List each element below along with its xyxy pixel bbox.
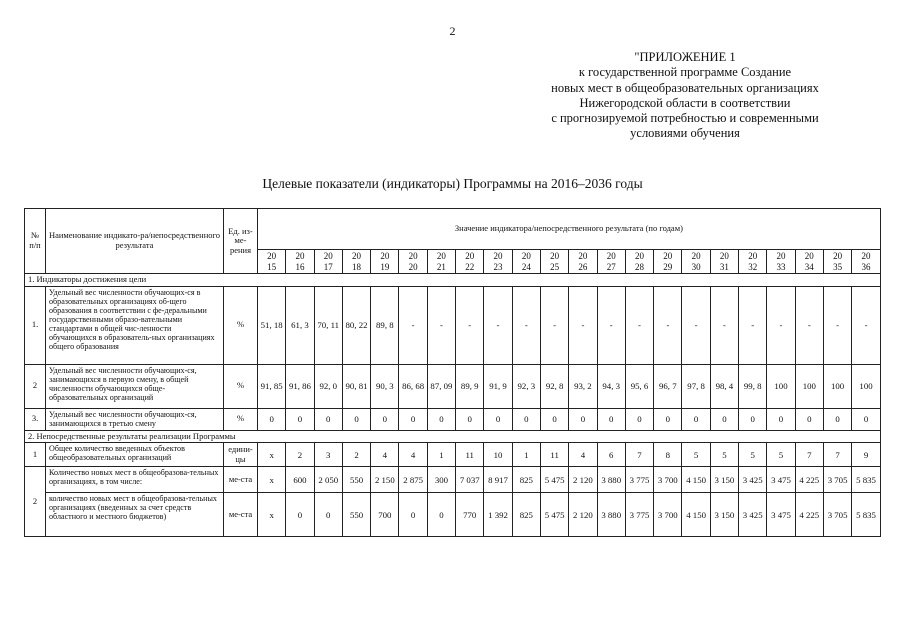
year-suffix: 24 (521, 261, 531, 272)
indicator-value: - (795, 286, 823, 364)
indicator-value: 91, 86 (286, 364, 314, 408)
indicator-unit: % (224, 408, 258, 430)
indicator-value: 3 775 (625, 493, 653, 537)
indicator-value: 4 150 (682, 493, 710, 537)
indicator-value: 0 (654, 408, 682, 430)
year-suffix: 36 (861, 261, 871, 272)
indicator-value: 0 (427, 493, 455, 537)
year-header (286, 250, 314, 274)
indicator-value: 11 (540, 443, 568, 467)
indicator-value: 0 (739, 408, 767, 430)
indicator-value: 51, 18 (258, 286, 286, 364)
indicator-value: 5 (710, 443, 738, 467)
indicator-unit: едини-цы (224, 443, 258, 467)
indicator-value: - (823, 286, 851, 364)
header-values: Значение индикатора/непосредственного результата (по годам) (258, 209, 881, 250)
year-prefix: 20 (578, 251, 588, 261)
year-prefix: 20 (267, 251, 277, 261)
indicator-value: 4 (569, 443, 597, 467)
indicator-value: 4 150 (682, 467, 710, 493)
year-prefix: 20 (436, 251, 446, 261)
indicator-value: - (456, 286, 484, 364)
indicator-value: 89, 9 (456, 364, 484, 408)
indicator-name: Количество новых мест в общеобразова-тельных организациях, в том числе: (46, 467, 224, 493)
indicator-value: 550 (342, 467, 370, 493)
indicator-value: 96, 7 (654, 364, 682, 408)
table-row (25, 467, 881, 493)
year-suffix: 18 (352, 261, 362, 272)
year-header (682, 250, 710, 274)
year-prefix: 20 (719, 251, 729, 261)
appendix-line: новых мест в общеобразовательных организациях (551, 80, 819, 95)
table-row (25, 443, 881, 467)
indicator-value: 0 (286, 408, 314, 430)
indicator-value: 1 392 (484, 493, 512, 537)
year-suffix: 27 (606, 261, 616, 272)
indicator-value: 0 (682, 408, 710, 430)
indicator-value: 0 (286, 493, 314, 537)
indicator-value: 5 475 (540, 467, 568, 493)
year-header (540, 250, 568, 274)
indicator-value: 95, 6 (625, 364, 653, 408)
indicator-value: 91, 85 (258, 364, 286, 408)
year-prefix: 20 (323, 251, 333, 261)
indicator-value: х (258, 467, 286, 493)
indicator-unit: % (224, 364, 258, 408)
indicator-value: 5 835 (852, 467, 881, 493)
indicator-value: 2 875 (399, 467, 427, 493)
indicator-value: 700 (371, 493, 399, 537)
year-header (569, 250, 597, 274)
indicator-value: 3 475 (767, 467, 795, 493)
indicator-value: - (852, 286, 881, 364)
table-row (25, 364, 881, 408)
row-number: 3. (25, 408, 46, 430)
year-header (710, 250, 738, 274)
indicator-value: - (484, 286, 512, 364)
indicator-value: 89, 8 (371, 286, 399, 364)
year-suffix: 17 (323, 261, 333, 272)
indicator-value: 7 037 (456, 467, 484, 493)
year-suffix: 32 (748, 261, 758, 272)
indicator-value: - (597, 286, 625, 364)
year-header (427, 250, 455, 274)
indicator-value: 3 (314, 443, 342, 467)
indicator-value: 3 425 (739, 493, 767, 537)
indicator-value: 0 (314, 493, 342, 537)
indicator-value: 4 225 (795, 493, 823, 537)
indicator-value: 94, 3 (597, 364, 625, 408)
appendix-line: с прогнозируемой потребностью и современными (551, 111, 819, 126)
year-suffix: 20 (408, 261, 418, 272)
year-prefix: 20 (861, 251, 871, 261)
indicator-value: - (569, 286, 597, 364)
indicator-value: 7 (625, 443, 653, 467)
indicator-value: 825 (512, 493, 540, 537)
indicator-value: 3 475 (767, 493, 795, 537)
year-header (823, 250, 851, 274)
indicator-value: - (654, 286, 682, 364)
indicator-value: 100 (852, 364, 881, 408)
indicator-value: 92, 3 (512, 364, 540, 408)
year-header (795, 250, 823, 274)
header-number: № п/п (25, 209, 46, 274)
indicator-value: 3 880 (597, 467, 625, 493)
page-number: 2 (449, 24, 456, 38)
indicator-value: 0 (512, 408, 540, 430)
year-header (484, 250, 512, 274)
indicator-value: 0 (258, 408, 286, 430)
year-prefix: 20 (776, 251, 786, 261)
year-prefix: 20 (663, 251, 673, 261)
indicator-value: 0 (540, 408, 568, 430)
indicator-value: 61, 3 (286, 286, 314, 364)
indicator-unit: ме-ста (224, 493, 258, 537)
indicator-value: - (767, 286, 795, 364)
year-suffix: 21 (436, 261, 446, 272)
indicator-value: х (258, 443, 286, 467)
year-prefix: 20 (380, 251, 390, 261)
indicator-value: 3 150 (710, 467, 738, 493)
indicator-value: - (682, 286, 710, 364)
year-header (258, 250, 286, 274)
year-prefix: 20 (465, 251, 475, 261)
indicator-value: - (427, 286, 455, 364)
indicator-unit: % (224, 286, 258, 364)
section-title: 1. Индикаторы достижения цели (25, 274, 881, 287)
table-row (25, 493, 881, 537)
year-suffix: 19 (380, 261, 390, 272)
indicator-value: 8 (654, 443, 682, 467)
indicator-value: 92, 0 (314, 364, 342, 408)
indicator-value: 2 120 (569, 467, 597, 493)
indicator-value: 2 (286, 443, 314, 467)
indicator-value: 600 (286, 467, 314, 493)
indicator-value: 8 917 (484, 467, 512, 493)
indicator-value: 0 (823, 408, 851, 430)
row-number: 1 (25, 443, 46, 467)
indicator-unit: ме-ста (224, 467, 258, 493)
header-indicator-name: Наименование индикато-ра/непосредственного результата (46, 209, 224, 274)
section-row (25, 274, 881, 287)
indicator-value: 3 700 (654, 467, 682, 493)
indicator-value: 70, 11 (314, 286, 342, 364)
section-row (25, 430, 881, 443)
year-header (371, 250, 399, 274)
year-suffix: 28 (635, 261, 644, 272)
indicator-value: 4 225 (795, 467, 823, 493)
header-unit: Ед. из-ме-рения (224, 209, 258, 274)
row-number: 2 (25, 364, 46, 408)
year-prefix: 20 (521, 251, 531, 261)
indicator-value: 0 (342, 408, 370, 430)
year-prefix: 20 (550, 251, 560, 261)
year-header (597, 250, 625, 274)
indicator-value: 3 880 (597, 493, 625, 537)
document-title: Целевые показатели (индикаторы) Программы на 2016–2036 годы (262, 176, 643, 191)
indicator-value: - (399, 286, 427, 364)
indicator-value: 6 (597, 443, 625, 467)
indicator-value: 93, 2 (569, 364, 597, 408)
indicator-value: 92, 8 (540, 364, 568, 408)
indicator-value: 2 120 (569, 493, 597, 537)
indicator-value: - (710, 286, 738, 364)
year-prefix: 20 (748, 251, 758, 261)
indicator-value: 0 (399, 408, 427, 430)
indicator-value: 2 150 (371, 467, 399, 493)
indicator-value: 3 705 (823, 493, 851, 537)
year-prefix: 20 (408, 251, 418, 261)
year-suffix: 22 (465, 261, 475, 272)
indicator-value: 3 150 (710, 493, 738, 537)
indicator-value: 90, 3 (371, 364, 399, 408)
indicator-value: 0 (795, 408, 823, 430)
year-header (342, 250, 370, 274)
indicator-value: 2 050 (314, 467, 342, 493)
indicator-value: 97, 8 (682, 364, 710, 408)
row-number: 1. (25, 286, 46, 364)
indicator-name: количество новых мест в общеобразова-тельных организациях (введенных за счет средств областного и местного бюджетов) (46, 493, 224, 537)
indicator-value: 80, 22 (342, 286, 370, 364)
indicator-value: 7 (795, 443, 823, 467)
year-header (852, 250, 881, 274)
indicator-value: 3 425 (739, 467, 767, 493)
indicator-value: 5 835 (852, 493, 881, 537)
table-row (25, 408, 881, 430)
year-prefix: 20 (833, 251, 843, 261)
indicator-value: 3 705 (823, 467, 851, 493)
indicator-value: - (512, 286, 540, 364)
year-suffix: 15 (267, 261, 277, 272)
indicator-value: 0 (314, 408, 342, 430)
indicator-value: 0 (399, 493, 427, 537)
indicator-table (24, 208, 881, 537)
year-prefix: 20 (691, 251, 701, 261)
indicator-value: 86, 68 (399, 364, 427, 408)
indicator-value: 5 (682, 443, 710, 467)
year-header (739, 250, 767, 274)
indicator-value: 9 (852, 443, 881, 467)
indicator-value: 1 (512, 443, 540, 467)
indicator-value: 91, 9 (484, 364, 512, 408)
indicator-value: 550 (342, 493, 370, 537)
indicator-value: 10 (484, 443, 512, 467)
indicator-value: - (625, 286, 653, 364)
indicator-value: 5 475 (540, 493, 568, 537)
indicator-value: 0 (710, 408, 738, 430)
indicator-value: х (258, 493, 286, 537)
indicator-value: 4 (371, 443, 399, 467)
appendix-header (500, 50, 870, 142)
year-suffix: 35 (833, 261, 843, 272)
indicator-value: 0 (767, 408, 795, 430)
indicator-value: - (739, 286, 767, 364)
indicator-value: 100 (795, 364, 823, 408)
indicator-name: Общее количество введенных объектов общеобразовательных организаций (46, 443, 224, 467)
indicator-value: 0 (371, 408, 399, 430)
year-suffix: 16 (295, 261, 305, 272)
indicator-value: 99, 8 (739, 364, 767, 408)
indicator-value: 11 (456, 443, 484, 467)
indicator-value: 0 (484, 408, 512, 430)
appendix-line: "ПРИЛОЖЕНИЕ 1 (634, 50, 736, 64)
row-number: 2 (25, 467, 46, 537)
year-prefix: 20 (352, 251, 362, 261)
year-suffix: 25 (550, 261, 560, 272)
indicator-value: 87, 09 (427, 364, 455, 408)
year-prefix: 20 (295, 251, 305, 261)
indicator-value: 0 (427, 408, 455, 430)
year-prefix: 20 (493, 251, 503, 261)
indicator-value: 825 (512, 467, 540, 493)
year-suffix: 30 (691, 261, 701, 272)
year-suffix: 29 (663, 261, 673, 272)
indicator-value: 98, 4 (710, 364, 738, 408)
section-title: 2. Непосредственные результаты реализации Программы (25, 430, 881, 443)
indicator-value: 770 (456, 493, 484, 537)
year-suffix: 33 (776, 261, 786, 272)
year-header (654, 250, 682, 274)
year-suffix: 31 (719, 261, 729, 272)
year-header (512, 250, 540, 274)
indicator-name: Удельный вес численности обучающих-ся, занимающихся в первую смену, в общей численности обучающихся обще-образовательных организаций (46, 364, 224, 408)
table-header-row (25, 209, 881, 250)
indicator-value: 0 (597, 408, 625, 430)
indicator-value: - (540, 286, 568, 364)
indicator-value: 3 775 (625, 467, 653, 493)
table-row (25, 286, 881, 364)
year-prefix: 20 (635, 251, 644, 261)
indicator-value: 1 (427, 443, 455, 467)
year-header (314, 250, 342, 274)
indicator-name: Удельный вес численности обучающих-ся, занимающихся в третью смену (46, 408, 224, 430)
indicator-value: 5 (739, 443, 767, 467)
indicator-value: 300 (427, 467, 455, 493)
appendix-line: Нижегородской области в соответствии (579, 95, 791, 110)
indicator-value: 3 700 (654, 493, 682, 537)
indicator-value: 0 (569, 408, 597, 430)
indicator-name: Удельный вес численности обучающих-ся в образовательных организациях об-щего образования в соответствии с фе-деральными государственными образо-вательными стандартами в общей чис-ленности обучающихся в образователь-ных организациях общего образования (46, 286, 224, 364)
year-suffix: 26 (578, 261, 588, 272)
indicator-value: 4 (399, 443, 427, 467)
year-prefix: 20 (804, 251, 814, 261)
appendix-line: условиями обучения (630, 126, 740, 141)
indicator-value: 90, 81 (342, 364, 370, 408)
indicator-value: 0 (625, 408, 653, 430)
indicator-value: 100 (823, 364, 851, 408)
year-suffix: 34 (804, 261, 814, 272)
indicator-value: 100 (767, 364, 795, 408)
appendix-line: к государственной программе Создание (578, 65, 792, 80)
year-header (399, 250, 427, 274)
year-prefix: 20 (606, 251, 616, 261)
indicator-value: 0 (456, 408, 484, 430)
indicator-value: 0 (852, 408, 881, 430)
indicator-value: 5 (767, 443, 795, 467)
indicator-value: 2 (342, 443, 370, 467)
year-header (625, 250, 653, 274)
indicator-value: 7 (823, 443, 851, 467)
year-suffix: 23 (493, 261, 503, 272)
year-header (767, 250, 795, 274)
year-header (456, 250, 484, 274)
